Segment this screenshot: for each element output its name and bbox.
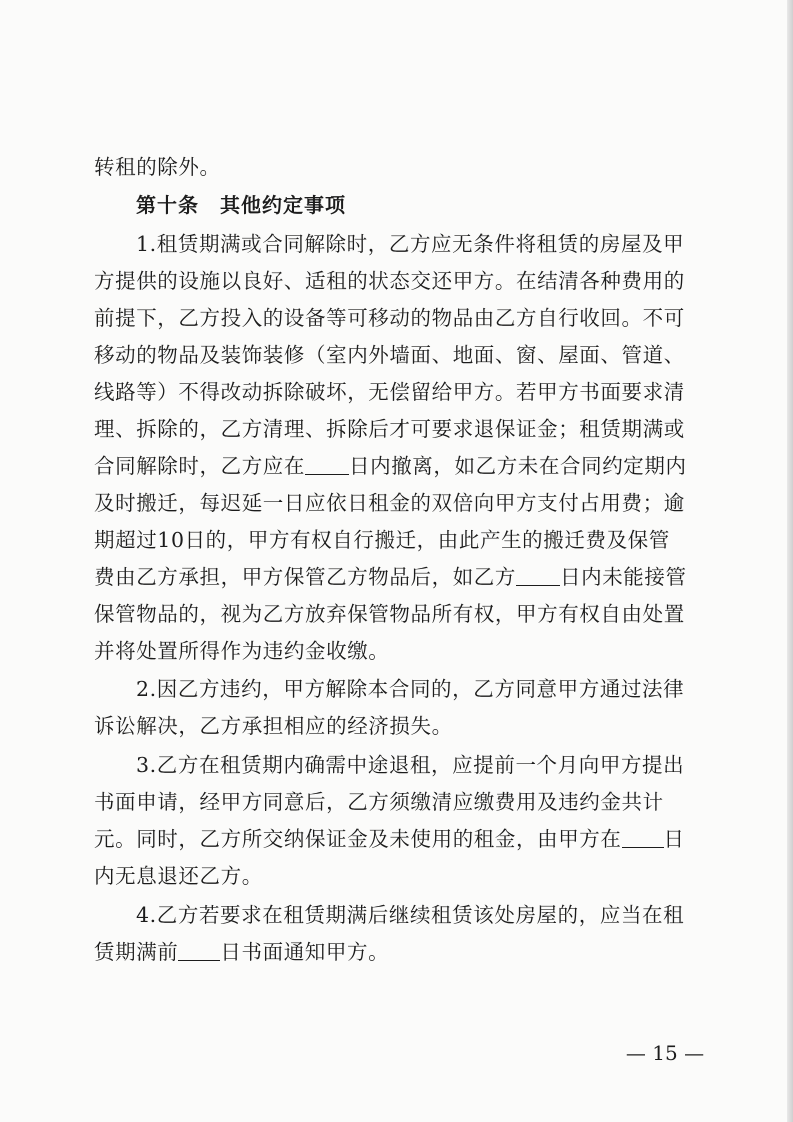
text-line-18 xyxy=(94,783,694,821)
line-text: 并将处置所得作为违约金收缴。 xyxy=(94,639,390,663)
text-line-13 xyxy=(94,595,694,633)
page-edge-shadow xyxy=(787,0,793,1122)
text-line-15 xyxy=(136,670,696,708)
line-text: 理、拆除的，乙方清理、拆除后才可要求退保证金；租赁期满或 xyxy=(94,417,685,441)
text-line-3 xyxy=(136,225,696,263)
blank-underline xyxy=(622,825,664,848)
text-line-7 xyxy=(94,373,694,411)
text-line-22 xyxy=(94,933,494,971)
line-text: 移动的物品及装饰装修（室内外墙面、地面、窗、屋面、管道、 xyxy=(94,343,685,367)
line-text: 转租的除外。 xyxy=(94,155,221,179)
line-text: 内无息退还乙方。 xyxy=(94,864,263,888)
text-line-21 xyxy=(136,896,696,934)
line-text: 及时搬迁，每迟延一日应依日租金的双倍向甲方支付占用费；逾 xyxy=(94,491,685,515)
line-text: 元。同时，乙方所交纳保证金及未使用的租金，由甲方在 xyxy=(94,827,622,851)
blank-underline xyxy=(305,452,349,475)
line-text: 前提下，乙方投入的设备等可移动的物品由乙方自行收回。不可 xyxy=(94,306,685,330)
text-line-20 xyxy=(94,857,394,895)
line-text: 书面申请，经甲方同意后，乙方须缴清应缴费用及违约金共计 xyxy=(94,790,664,814)
page-number: — 15 — xyxy=(625,1041,705,1065)
line-text: 3.乙方在租赁期内确需中途退租，应提前一个月向甲方提出 xyxy=(136,753,685,777)
text-line-10 xyxy=(94,484,694,522)
blank-underline xyxy=(516,563,560,586)
text-line-17 xyxy=(136,746,696,784)
text-line-1 xyxy=(94,148,224,186)
line-text: 保管物品的，视为乙方放弃保管物品所有权，甲方有权自由处置 xyxy=(94,602,685,626)
line-text: 1.租赁期满或合同解除时，乙方应无条件将租赁的房屋及甲 xyxy=(136,232,685,256)
line-text: 费由乙方承担，甲方保管乙方物品后，如乙方 xyxy=(94,565,516,589)
line-text: 日内撤离，如乙方未在合同约定期内 xyxy=(349,454,687,478)
line-text: 2.因乙方违约，甲方解除本合同的，乙方同意甲方通过法律 xyxy=(136,677,685,701)
line-text: 方提供的设施以良好、适租的状态交还甲方。在结清各种费用的 xyxy=(94,269,685,293)
text-line-19 xyxy=(94,820,694,858)
text-line-12 xyxy=(94,558,694,596)
text-line-4 xyxy=(94,262,694,300)
blank-underline xyxy=(178,938,220,961)
line-text: 诉讼解决，乙方承担相应的经济损失。 xyxy=(94,714,453,738)
line-text: 期超过10日的，甲方有权自行搬迁，由此产生的搬迁费及保管 xyxy=(94,528,670,552)
line-text: 日内未能接管 xyxy=(560,565,687,589)
line-text: 日 xyxy=(663,827,685,851)
text-line-8 xyxy=(94,410,694,448)
text-line-5 xyxy=(94,299,694,337)
line-text: 赁期满前 xyxy=(94,940,179,964)
line-text: 4.乙方若要求在租赁期满后继续租赁该处房屋的，应当在租 xyxy=(136,903,685,927)
heading-text: 第十条 其他约定事项 xyxy=(136,193,346,217)
line-text: 线路等）不得改动拆除破坏，无偿留给甲方。若甲方书面要求清 xyxy=(94,380,685,404)
text-line-16 xyxy=(94,707,594,745)
line-text: 日书面通知甲方。 xyxy=(220,940,390,964)
text-line-6 xyxy=(94,336,694,374)
section-heading xyxy=(136,186,426,224)
line-text: 合同解除时，乙方应在 xyxy=(94,454,305,478)
text-line-11 xyxy=(94,521,694,559)
text-line-14 xyxy=(94,632,494,670)
text-line-9 xyxy=(94,447,694,485)
